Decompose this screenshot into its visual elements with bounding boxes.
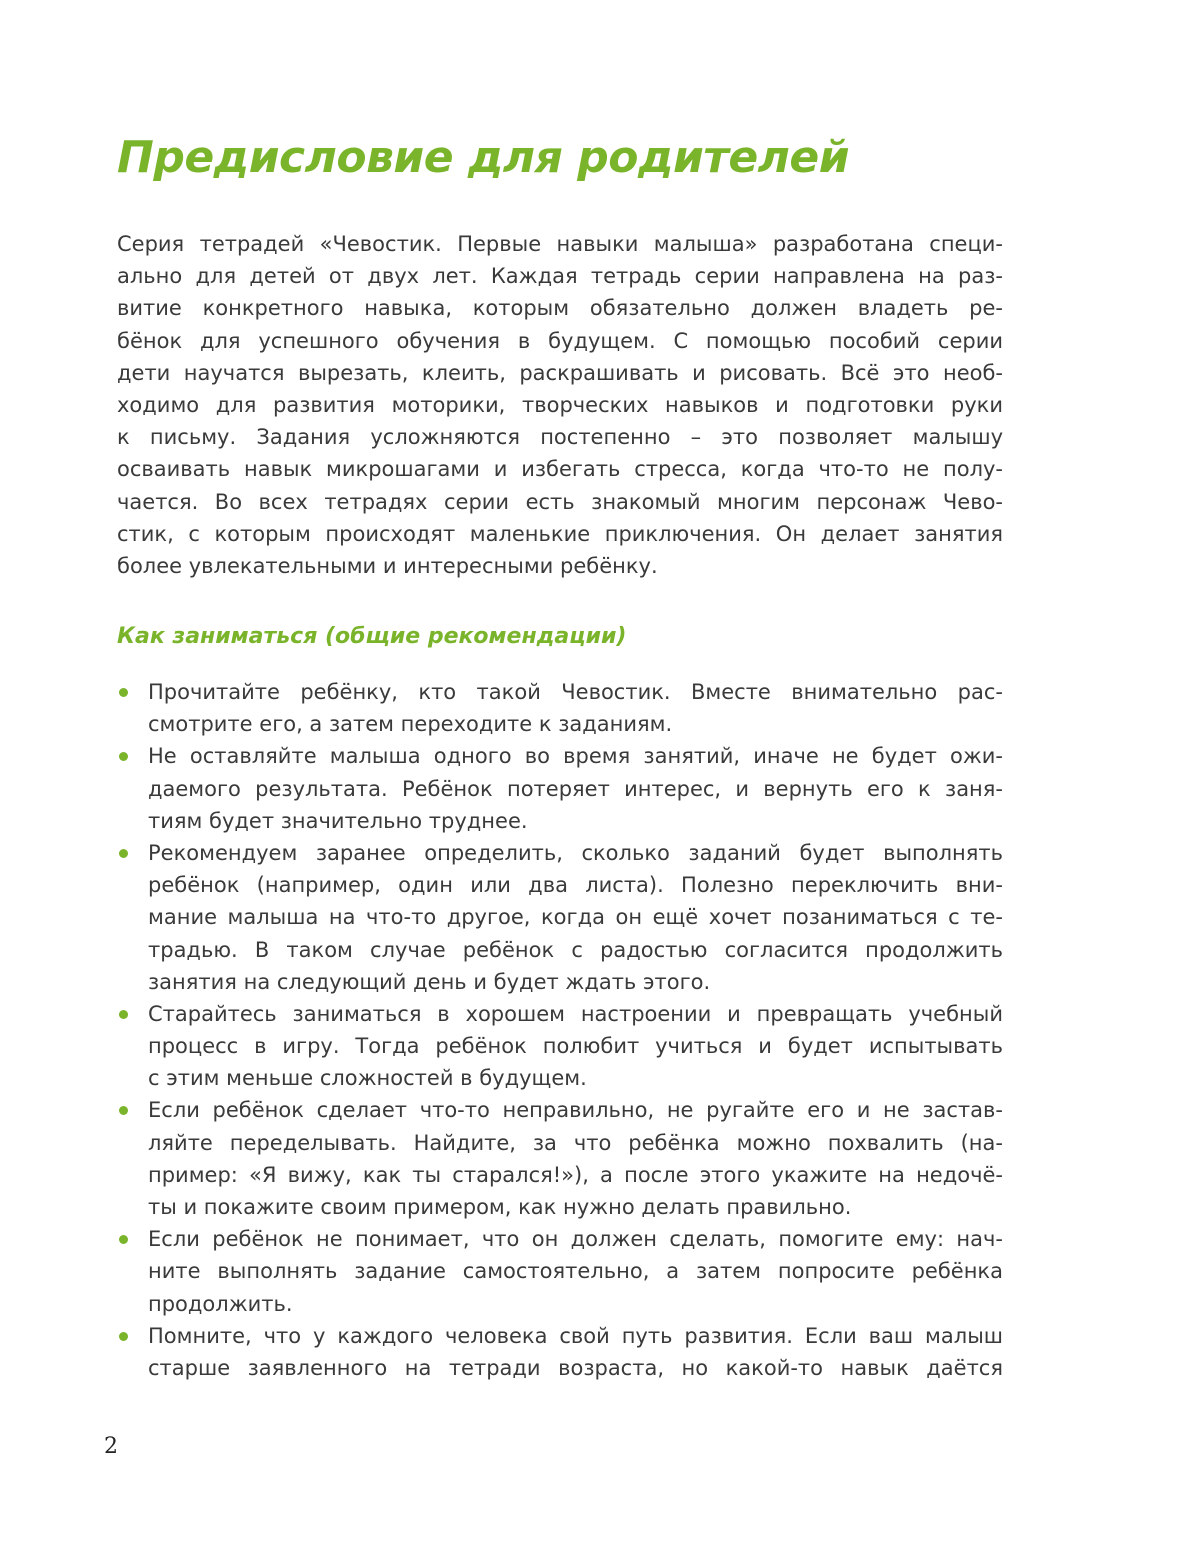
list-item (117, 676, 1003, 740)
bullet-icon (119, 849, 128, 858)
list-item-line: Рекомендуем заранее определить, сколько заданий будет выполнять (148, 840, 1003, 865)
intro-line: бёнок для успешного обучения в будущем. С помощью пособий серии (117, 328, 1003, 353)
intro-line: ально для детей от двух лет. Каждая тетрадь серии направлена на раз- (117, 264, 1003, 289)
list-item-line: Если ребёнок сделает что-то неправильно, не ругайте его и не застав- (148, 1098, 1003, 1123)
intro-line: чается. Во всех тетрадях серии есть знакомый многим персонаж Чево- (117, 489, 1003, 514)
bullet-icon (119, 1332, 128, 1341)
list-item-line: Помните, что у каждого человека свой путь развития. Если ваш малыш (148, 1323, 1003, 1348)
intro-line: более увлекательными и интересными ребёнку. (117, 553, 658, 578)
list-item-line: смотрите его, а затем переходите к заданиям. (148, 712, 673, 737)
list-item-line: ты и покажите своим примером, как нужно делать правильно. (148, 1195, 852, 1219)
page-number: 2 (104, 1434, 118, 1459)
bullet-icon (119, 1106, 128, 1115)
bullet-icon (119, 752, 128, 761)
list-item-line: процесс в игру. Тогда ребёнок полюбит учиться и будет испытывать (148, 1034, 1003, 1059)
intro-line: стик, с которым происходят маленькие приключения. Он делает занятия (117, 521, 1003, 546)
list-item-line: с этим меньше сложностей в будущем. (148, 1066, 587, 1091)
list-item-line: Не оставляйте малыша одного во время занятий, иначе не будет ожи- (148, 744, 1003, 769)
section-heading: Как заниматься (общие рекомендации) (117, 624, 627, 649)
list-item-line: Прочитайте ребёнку, кто такой Чевостик. Вместе внимательно рас- (148, 680, 1003, 704)
list-item-line: ребёнок (например, один или два листа). Полезно переключить вни- (148, 873, 1003, 898)
intro-line: Серия тетрадей «Чевостик. Первые навыки малыша» разработана специ- (117, 232, 1003, 256)
list-item-line: тиям будет значительно труднее. (148, 808, 528, 833)
list-item-line: ните выполнять задание самостоятельно, а затем попросите ребёнка (148, 1259, 1003, 1284)
recommendations-list (117, 676, 1003, 1384)
intro-line: витие конкретного навыка, которым обязательно должен владеть ре- (117, 296, 1003, 321)
intro-paragraph (117, 228, 1003, 582)
intro-line: ходимо для развития моторики, творческих навыков и подготовки руки (117, 392, 1003, 417)
intro-line: к письму. Задания усложняются постепенно – это позволяет малышу (117, 425, 1003, 450)
list-item-line: старше заявленного на тетради возраста, но какой-то навык даётся (148, 1355, 1003, 1380)
list-item (117, 1223, 1003, 1320)
bullet-icon (119, 688, 128, 697)
list-item-line: традью. В таком случае ребёнок с радостью согласится продолжить (148, 937, 1003, 962)
list-item-line: продолжить. (148, 1291, 293, 1316)
bullet-icon (119, 1010, 128, 1019)
list-item-line: занятия на следующий день и будет ждать этого. (148, 969, 711, 994)
list-item-line: Если ребёнок не понимает, что он должен сделать, помогите ему: нач- (148, 1227, 1003, 1252)
list-item (117, 740, 1003, 837)
list-item-line: пример: «Я вижу, как ты старался!»), а после этого укажите на недочё- (148, 1162, 1003, 1187)
list-item (117, 1320, 1003, 1384)
list-item (117, 837, 1003, 998)
list-item-line: Старайтесь заниматься в хорошем настроении и превращать учебный (148, 1001, 1003, 1026)
list-item-line: даемого результата. Ребёнок потеряет интерес, и вернуть его к заня- (148, 776, 1003, 801)
intro-line: дети научатся вырезать, клеить, раскрашивать и рисовать. Всё это необ- (117, 360, 1003, 385)
bullet-icon (119, 1235, 128, 1244)
list-item (117, 998, 1003, 1095)
intro-line: осваивать навык микрошагами и избегать стресса, когда что-то не полу- (117, 457, 1003, 482)
list-item-line: ляйте переделывать. Найдите, за что ребёнка можно похвалить (на- (148, 1130, 1003, 1155)
list-item (117, 1094, 1003, 1223)
page-title: Предисловие для родителей (117, 132, 850, 183)
list-item-line: мание малыша на что-то другое, когда он ещё хочет позаниматься с те- (148, 905, 1003, 930)
